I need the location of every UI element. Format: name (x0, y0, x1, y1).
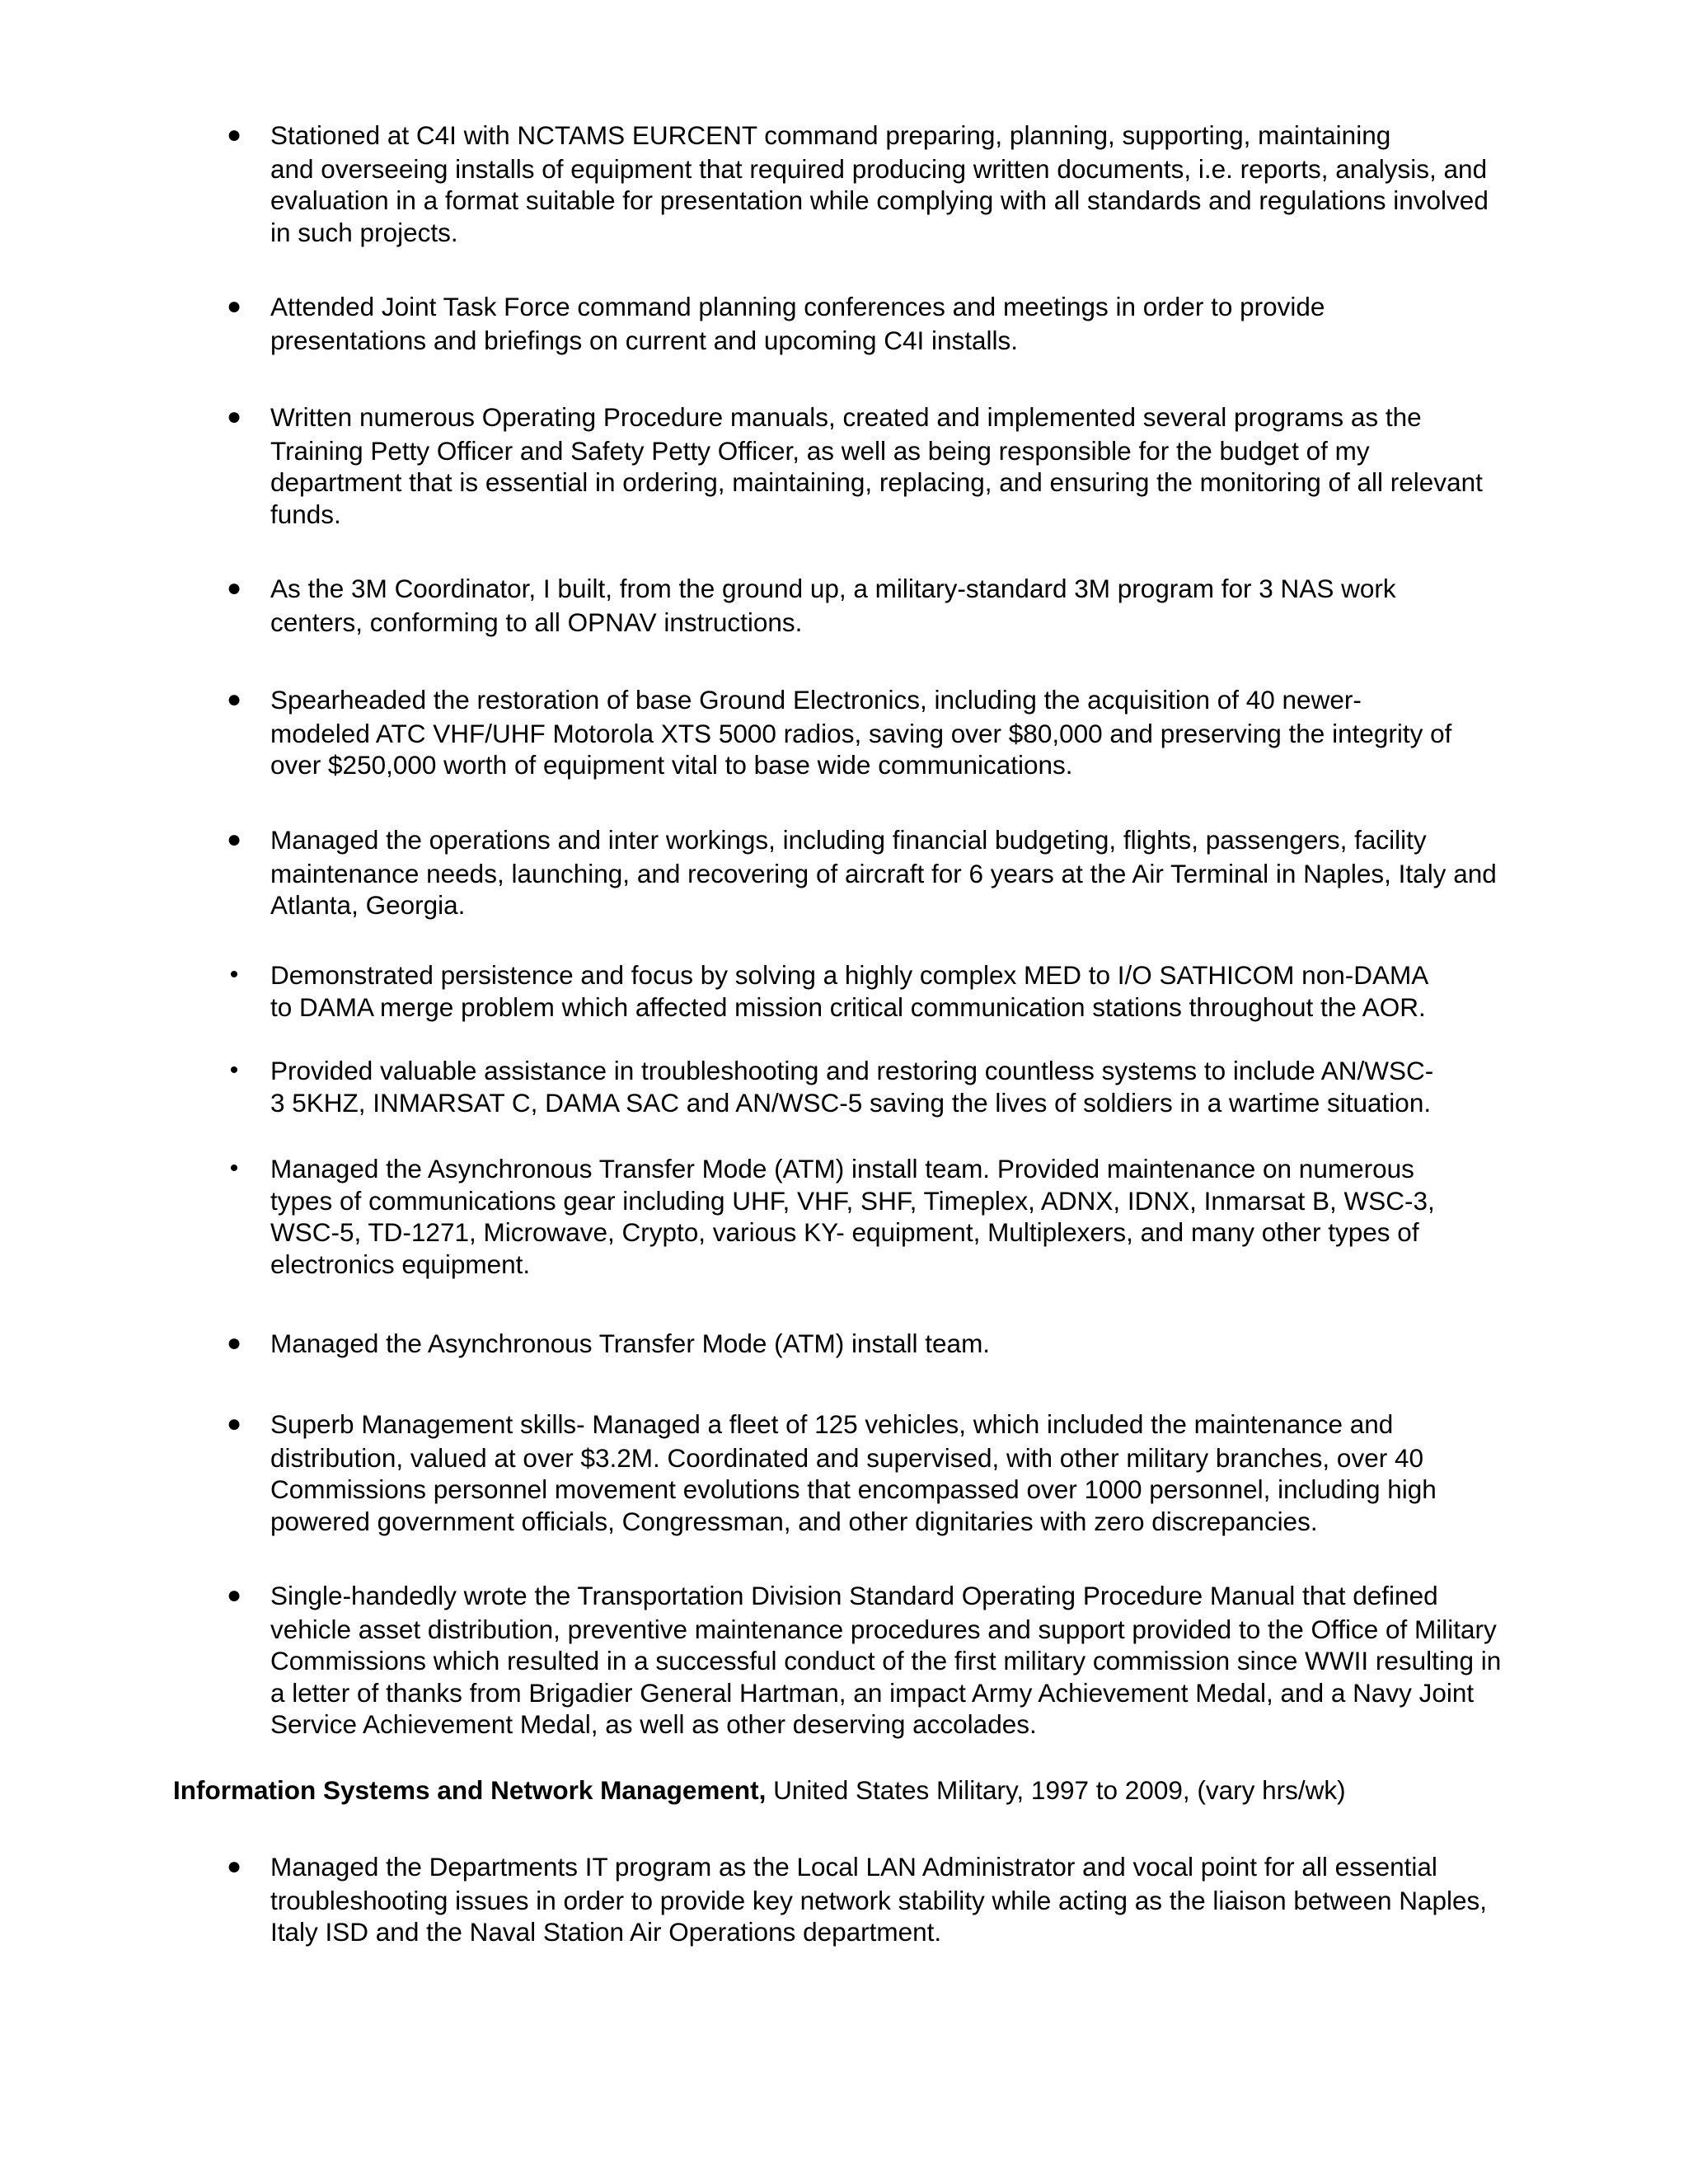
list-item-text: presentations and briefings on current and upcoming C4I installs. (270, 325, 1019, 355)
list-item-first-line: Demonstrated persistence and focus by solving a highly complex MED to I/O SATHICOM non-DAMA (270, 960, 1429, 990)
list-item-text: vehicle asset distribution, preventive maintenance procedures and support provided to the Office of Military Commissions which resulted in a successful conduct of the first military commission since WWII resulting in a letter of thanks from Brigadier General Hartman, an impact Army Achievement Medal, and a Navy Joint Service Achievement Medal, as well as other deserving accolades. (270, 1614, 1502, 1739)
bullet-icon: ● (226, 1853, 242, 1880)
list-item (226, 291, 1507, 356)
list-item-text: troubleshooting issues in order to provide key network stability while acting as the liaison between Naples, Italy ISD and the Naval Station Air Operations department. (270, 1885, 1488, 1947)
list-item-text: types of communications gear including UHF, VHF, SHF, Timeplex, ADNX, IDNX, Inmarsat B, WSC-3, WSC-5, TD-1271, Microwave, Crypto, various KY- equipment, Multiplexers, and many other types of electronics equipment. (270, 1185, 1435, 1279)
list-item-text: modeled ATC VHF/UHF Motorola XTS 5000 radios, saving over $80,000 and preserving the integrity of over $250,000 worth of equipment vital to base wide communications. (270, 718, 1452, 780)
section-heading (173, 1774, 1574, 1807)
list-item-first-line: Attended Joint Task Force command planning conferences and meetings in order to provide (270, 292, 1325, 321)
bullet-icon: ● (226, 1329, 242, 1357)
list-item-first-line: Provided valuable assistance in troubleshooting and restoring countless systems to include AN/WSC- (270, 1056, 1434, 1085)
list-item-text: distribution, valued at over $3.2M. Coordinated and supervised, with other military branches, over 40 Commissions personnel movement evolutions that encompassed over 1000 personnel, including high powered government officials, Congressman, and other dignitaries with zero discrepancies. (270, 1442, 1437, 1536)
list-item (226, 573, 1507, 638)
bullet-icon: • (229, 961, 239, 988)
bullet-icon: ● (226, 121, 242, 148)
list-item (226, 401, 1507, 530)
bullet-icon: ● (226, 574, 242, 602)
section-heading-details: United States Military, 1997 to 2009, (vary hrs/wk) (766, 1775, 1346, 1805)
list-item-first-line: Single-handedly wrote the Transportation Division Standard Operating Procedure Manual that defined (270, 1581, 1438, 1610)
list-item (226, 824, 1507, 921)
list-item-first-line: Managed the operations and inter workings, including financial budgeting, flights, passengers, facility (270, 825, 1427, 855)
list-item (226, 684, 1507, 781)
bullet-icon: ● (226, 826, 242, 853)
list-item-text: to DAMA merge problem which affected mission critical communication stations throughout the AOR. (270, 991, 1426, 1022)
section-heading-title: Information Systems and Network Management, (173, 1775, 767, 1805)
list-item (226, 1408, 1507, 1537)
list-item-text: Training Petty Officer and Safety Petty Officer, as well as being responsible for the budget of my department that is essential in ordering, maintaining, replacing, and ensuring the monitoring of all relevant funds. (270, 435, 1483, 529)
list-item-text: maintenance needs, launching, and recovering of aircraft for 6 years at the Air Terminal in Naples, Italy and Atlanta, Georgia. (270, 858, 1497, 920)
list-item (226, 120, 1507, 248)
list-item (229, 1055, 1507, 1118)
bullet-icon: ● (226, 293, 242, 320)
list-item-first-line: Managed the Departments IT program as the Local LAN Administrator and vocal point for all essential (270, 1852, 1437, 1882)
list-item-text: and overseeing installs of equipment that required producing written documents, i.e. reports, analysis, and evaluation in a format suitable for presentation while complying with all standards and regulations involved in such projects. (270, 153, 1489, 247)
list-item (226, 1580, 1507, 1741)
list-item-first-line: Managed the Asynchronous Transfer Mode (ATM) install team. Provided maintenance on numerous (270, 1154, 1414, 1183)
bullet-icon: ● (226, 1582, 242, 1609)
list-item-first-line: Superb Management skills- Managed a fleet of 125 vehicles, which included the maintenance and (270, 1409, 1394, 1439)
list-item (229, 1153, 1507, 1280)
list-item (229, 959, 1507, 1023)
bullet-icon: ● (226, 1410, 242, 1437)
bullet-icon: ● (226, 403, 242, 430)
bullet-icon: • (229, 1057, 239, 1084)
list-item (226, 1851, 1507, 1948)
list-item-first-line: Spearheaded the restoration of base Ground Electronics, including the acquisition of 40 newer- (270, 685, 1362, 715)
list-item-first-line: As the 3M Coordinator, I built, from the ground up, a military-standard 3M program for 3 NAS work (270, 574, 1396, 603)
bullet-icon: • (229, 1155, 239, 1182)
list-item (226, 1328, 1507, 1361)
list-item-text: centers, conforming to all OPNAV instructions. (270, 607, 803, 637)
list-item-first-line: Written numerous Operating Procedure manuals, created and implemented several programs as the (270, 402, 1422, 432)
list-item-first-line: Managed the Asynchronous Transfer Mode (ATM) install team. (270, 1329, 991, 1358)
list-item-text: 3 5KHZ, INMARSAT C, DAMA SAC and AN/WSC-5 saving the lives of soldiers in a wartime situation. (270, 1087, 1432, 1118)
list-item-first-line: Stationed at C4I with NCTAMS EURCENT command preparing, planning, supporting, maintaining (270, 120, 1391, 150)
bullet-icon: ● (226, 686, 242, 713)
